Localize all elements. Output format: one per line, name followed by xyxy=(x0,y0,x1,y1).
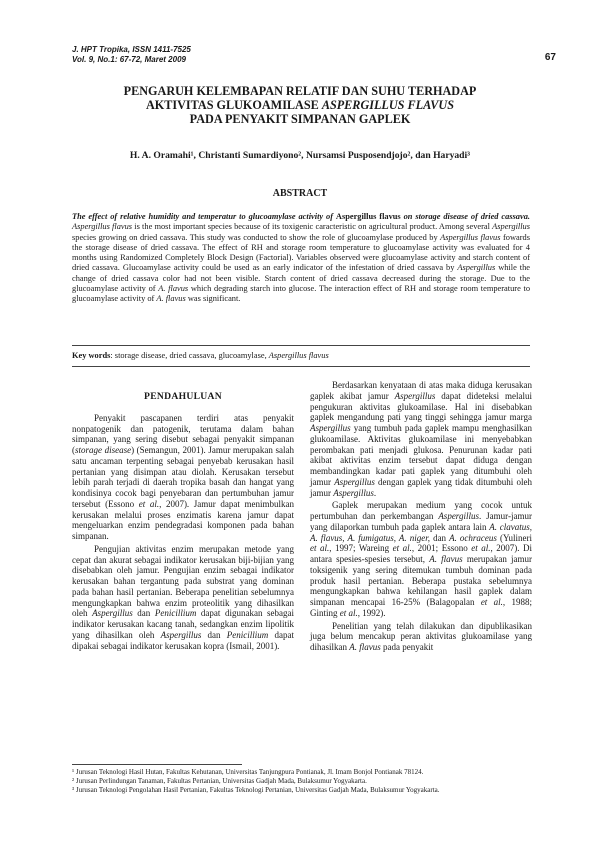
text: Pengujian aktivitas enzim merupakan metode yang cepat dan akurat sebagai indikator kerusakan biji-bijian yang disebabkan oleh jamur. Pengujian enzim sebagai indikator kerusakan bahan tergantung pada substrat yang dominan pada bahan hasil pertanian. Beberapa penelitian sebelumnya mengungkapkan bahwa enzim proteolitik yang dihasilkan oleh xyxy=(72,543,294,619)
italic: Aspergillus xyxy=(333,487,374,498)
journal-line-1: J. HPT Tropika, ISSN 1411-7525 xyxy=(72,45,191,54)
page-number: 67 xyxy=(544,52,556,63)
right-column xyxy=(310,380,532,655)
italic: storage disease xyxy=(75,445,132,455)
abstract-lead-a: The effect of relative humidity and temperatur to glucoamylase activity of xyxy=(72,212,336,221)
abstract-italic: Aspergillus flavus xyxy=(440,232,501,242)
text: , 1988; Ginting xyxy=(310,597,532,618)
abstract-divider-top xyxy=(72,345,530,346)
intro-paragraph-4 xyxy=(310,500,532,618)
abstract-italic: A. flavus xyxy=(158,284,189,294)
abstract-text: while the change of dried cassava color had not been visible. Starch content of dried cassava decreased during the storage. Due to the glucoamylase activity of xyxy=(72,263,531,294)
italic: Penicillium xyxy=(226,629,269,640)
italic: et al. xyxy=(138,498,160,509)
abstract-text: fowards the storage disease of dried cassava. The effect of RH and storage room temperature to glucoamylase activity was evaluated for 4 months using Randomized Completely Block Design (Factorial). Variables observed were glucoamylase activity and starch content of dried cassava. Glucoamylase activity could be used as an early indicator of the infestation of dried cassava by xyxy=(72,232,530,273)
footnote-rule xyxy=(72,764,242,765)
abstract-text: species growing on dried cassava. This study was conducted to show the role of glucoamylase produced by xyxy=(72,232,441,242)
journal-line-2: Vol. 9, No.1: 67-72, Maret 2009 xyxy=(72,55,186,64)
title-line-3: PADA PENYAKIT SIMPANAN GAPLEK xyxy=(189,112,411,126)
italic: A. clavatus, A. flavus, A. fumigatus, A. niger, xyxy=(310,521,532,543)
abstract-heading: ABSTRACT xyxy=(272,188,328,199)
text: . Jamur-jamur yang dilaporkan tumbuh pada gaplek antara lain xyxy=(310,511,532,532)
text: Penyakit pascapanen terdiri atas penyakit nonpatogenik dan patogenik, terutama dalam bahan simpanan, yang sering disebut sebagai penyakit simpanan ( xyxy=(72,412,294,455)
text: Penelitian yang telah dilakukan dan dipublikasikan juga belum mencakup peran aktivitas glukoamilase yang dihasilkan xyxy=(310,620,532,652)
paper-title xyxy=(60,84,540,126)
section-heading-introduction: PENDAHULUAN xyxy=(144,391,222,402)
keywords-text: : storage disease, dried cassava, glucoamylase, xyxy=(110,351,269,360)
abstract-lead-species: Aspergillus flavus xyxy=(335,212,401,221)
intro-paragraph-2 xyxy=(72,544,294,652)
intro-paragraph-3 xyxy=(310,380,532,498)
italic: A. flavus xyxy=(429,554,463,564)
text: ) (Semangun, 2001). Jamur merupakan salah satu ancaman terpenting sebagai penyebab kerusakan hasil pertanian yang disimpan atau diolah. Kerusakan tersebut lebih parah terjadi di daerah tropika basah dan hangat yang kondisinya cocok bagi penyebaran dan pertumbuhan jamur tersebut (Essono xyxy=(72,445,294,509)
text: , 2007). Di antara spesies-spesies tersebut, xyxy=(310,543,533,564)
footnotes xyxy=(72,768,532,795)
keywords-italic: Aspergillus flavus xyxy=(268,351,329,360)
text: dan xyxy=(132,608,155,619)
italic: Penicillium xyxy=(154,608,197,619)
italic: A. ochraceus xyxy=(449,532,497,543)
italic: A. flavus xyxy=(349,642,381,652)
title-line-2-text: AKTIVITAS GLUKOAMILASE xyxy=(145,98,322,112)
abstract-italic: Aspergillus xyxy=(492,222,530,232)
italic: Aspergillus xyxy=(334,476,375,487)
keywords-label: Key words xyxy=(72,351,111,360)
title-line-2 xyxy=(60,98,540,112)
text: , 2001; Essono xyxy=(411,543,472,554)
text: dapat digunakan sebagai indikator kerusakan kacang tanah, sedangkan enzim lipolitik yang dihasilkan oleh xyxy=(72,608,295,640)
text: Gaplek merupakan medium yang cocok untuk pertumbuhan dan perkembangan xyxy=(310,500,532,521)
italic: et al. xyxy=(392,543,412,554)
text: merupakan jamur toksigenik yang sering ditemukan tumbuh dominan pada produk hasil pertanian. Beberapa pustaka sebelumnya mengungkapkan bahwa kehilangan hasil gaplek dalam simpanan mencapai 16-25% (Balagopalan xyxy=(310,554,532,607)
keywords xyxy=(72,351,530,361)
italic: Aspergillus xyxy=(394,390,436,401)
text: . xyxy=(373,487,377,498)
text: dan xyxy=(430,532,450,543)
text: pada penyakit xyxy=(380,642,434,652)
title-line-1: PENGARUH KELEMBAPAN RELATIF DAN SUHU TERHADAP xyxy=(123,84,477,98)
italic: et al. xyxy=(339,607,358,618)
text: , 2007). Jamur dapat menimbulkan kerusakan melalui proses enzimatis karena jamur dapat mengeluarkan enzim pendegradasi komponen pada bahan simpanan. xyxy=(72,498,294,541)
title-species: ASPERGILLUS FLAVUS xyxy=(321,98,455,112)
abstract-lead-c: on storage disease of dried cassava. xyxy=(400,212,530,221)
abstract-italic: Aspergillus xyxy=(457,263,496,273)
italic: et al. xyxy=(471,543,491,554)
journal-header xyxy=(72,45,191,65)
italic: Aspergillus xyxy=(438,511,479,521)
text: dapat dipakai sebagai indikator kerusakan kopra (Ismail, 2001). xyxy=(72,629,294,651)
text: yang tumbuh pada gaplek mampu menghasilkan glukoamilase. Aktivitas glukoamilase ini menyebabkan perombakan pati menjadi glukosa. Penurunan kadar pati akibat aktivitas enzim tersebut dapat diduga dengan membandingkan kadar pati gaplek yang ditumbuhi oleh jamur xyxy=(310,423,532,487)
text: dan xyxy=(201,629,227,640)
author-list: H. A. Oramahi¹, Christanti Sumardiyono², Nursamsi Pusposendjojo², dan Haryadi³ xyxy=(129,150,471,161)
italic: et al. xyxy=(480,597,503,607)
footnote-3: ³ Jurusan Teknologi Pengolahan Hasil Pertanian, Fakultas Teknologi Pertanian, Universitas Gadjah Mada, Bulaksumur Yogyakarta. xyxy=(72,786,440,794)
intro-paragraph-1 xyxy=(72,413,294,542)
abstract-divider-bottom xyxy=(72,366,530,367)
abstract-text: which degrading starch into glucose. The interaction effect of RH and storage room temperature to glucoamylase activity of xyxy=(72,284,531,304)
abstract-text: was significant. xyxy=(185,294,241,304)
intro-paragraph-5 xyxy=(310,621,532,653)
text: (Yulineri xyxy=(496,532,532,543)
text: , 1997; Wareing xyxy=(329,543,393,554)
text: dapat dideteksi melalui pengukuran aktivitas glukoamilase. Hal ini disebabkan gaplek mengandung pati yang tinggi sehingga jamur marga xyxy=(310,390,532,423)
abstract-lead xyxy=(72,212,530,221)
abstract-italic: A. flavus xyxy=(156,294,186,304)
text: , 1992). xyxy=(357,607,386,618)
text: dengan gaplek yang tidak ditumbuhi oleh jamur xyxy=(310,476,532,498)
left-column xyxy=(72,380,294,653)
abstract-text: is the most important species because of its toxigenic caracteristic on agricultural product. Among several xyxy=(132,222,493,232)
italic: et al. xyxy=(310,543,330,554)
abstract-body xyxy=(72,212,530,305)
footnote-2: ² Jurusan Perlindungan Tanaman, Fakultas Pertanian, Universitas Gadjah Mada, Bulaksumur Yogyakarta. xyxy=(72,777,367,785)
italic: Aspergillus xyxy=(92,608,133,619)
abstract-italic: Aspergillus flavus xyxy=(72,222,133,232)
italic: Aspergillus xyxy=(310,423,351,433)
italic: Aspergillus xyxy=(160,629,202,640)
text: Berdasarkan kenyataan di atas maka diduga kerusakan gaplek akibat jamur xyxy=(310,380,532,401)
footnote-1: ¹ Jurusan Teknologi Hasil Hutan, Fakultas Kehutanan, Universitas Tanjungpura Pontianak, Jl. Imam Bonjol Pontianak 78124. xyxy=(72,768,424,776)
